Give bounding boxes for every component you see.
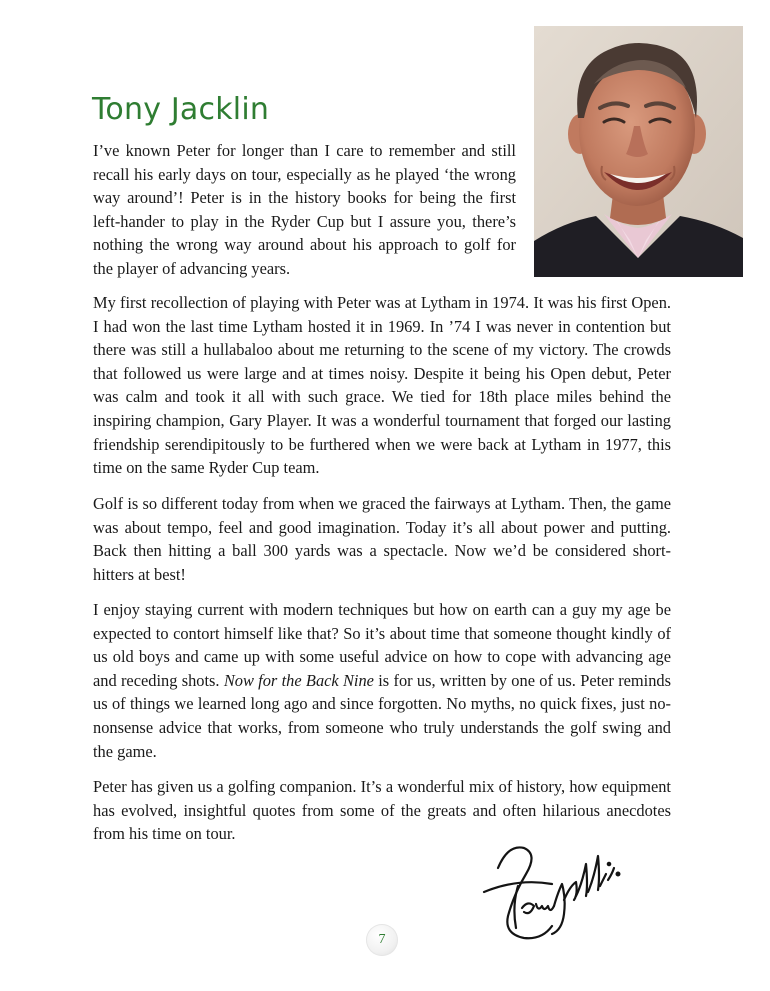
paragraph-3: Golf is so different today from when we graced the fairways at Lytham. Then, the game was about tempo, feel and good imagination. Today it’s all about power and putting. Back then hitting a ball 300 yards was a spectacle. Now we’d be considered short-hitters at best! xyxy=(93,494,671,584)
page-number: 7 xyxy=(366,924,398,956)
paragraph-1: I’ve known Peter for longer than I care to remember and still recall his early days on tour, especially as he played ‘the wrong way around’! Peter is in the history books for being the first left-hander to play in the Ryder Cup but I assure you, there’s nothing the wrong way around about his approach to golf for the player of advancing years. xyxy=(93,141,516,278)
handwritten-signature xyxy=(478,834,624,942)
paragraph-4-text-before: I enjoy staying current with modern techniques but how on earth can a guy my age be expected to contort himself like that? So it’s about time that someone thought kindly of us old boys and came up with some useful advice on how to cope with advancing age and receding shots. xyxy=(93,600,671,690)
book-title: Now for the Back Nine xyxy=(223,670,374,690)
paragraph-4 xyxy=(93,598,671,763)
paragraph-2: My first recollection of playing with Peter was at Lytham in 1974. It was his first Open. I had won the last time Lytham hosted it in 1969. In ’74 I was never in contention but there was still a hullabaloo about me returning to the scene of my victory. The crowds that followed us were large and at times noisy. Despite it being his Open debut, Peter was calm and took it all with such grace. We tied for 18th place miles behind the inspiring champion, Gary Player. It was a wonderful tournament that forged our lasting friendship serendipitously to be furthered when we were back at Lytham in 1977, this time on the same Ryder Cup team. xyxy=(93,293,671,478)
paragraph-5: Peter has given us a golfing companion. It’s a wonderful mix of history, how equipment has evolved, insightful quotes from some of the greats and often hilarious anecdotes from his time on tour. xyxy=(93,777,671,844)
author-heading: Tony Jacklin xyxy=(92,92,270,127)
paragraph-4-text-after: is for us, written by one of us. Peter reminds us of things we learned long ago and since forgotten. No myths, no quick fixes, just no-nonsense advice that works, from someone who truly understands the golf swing and the game. xyxy=(93,670,671,761)
author-portrait-photo xyxy=(534,26,743,277)
